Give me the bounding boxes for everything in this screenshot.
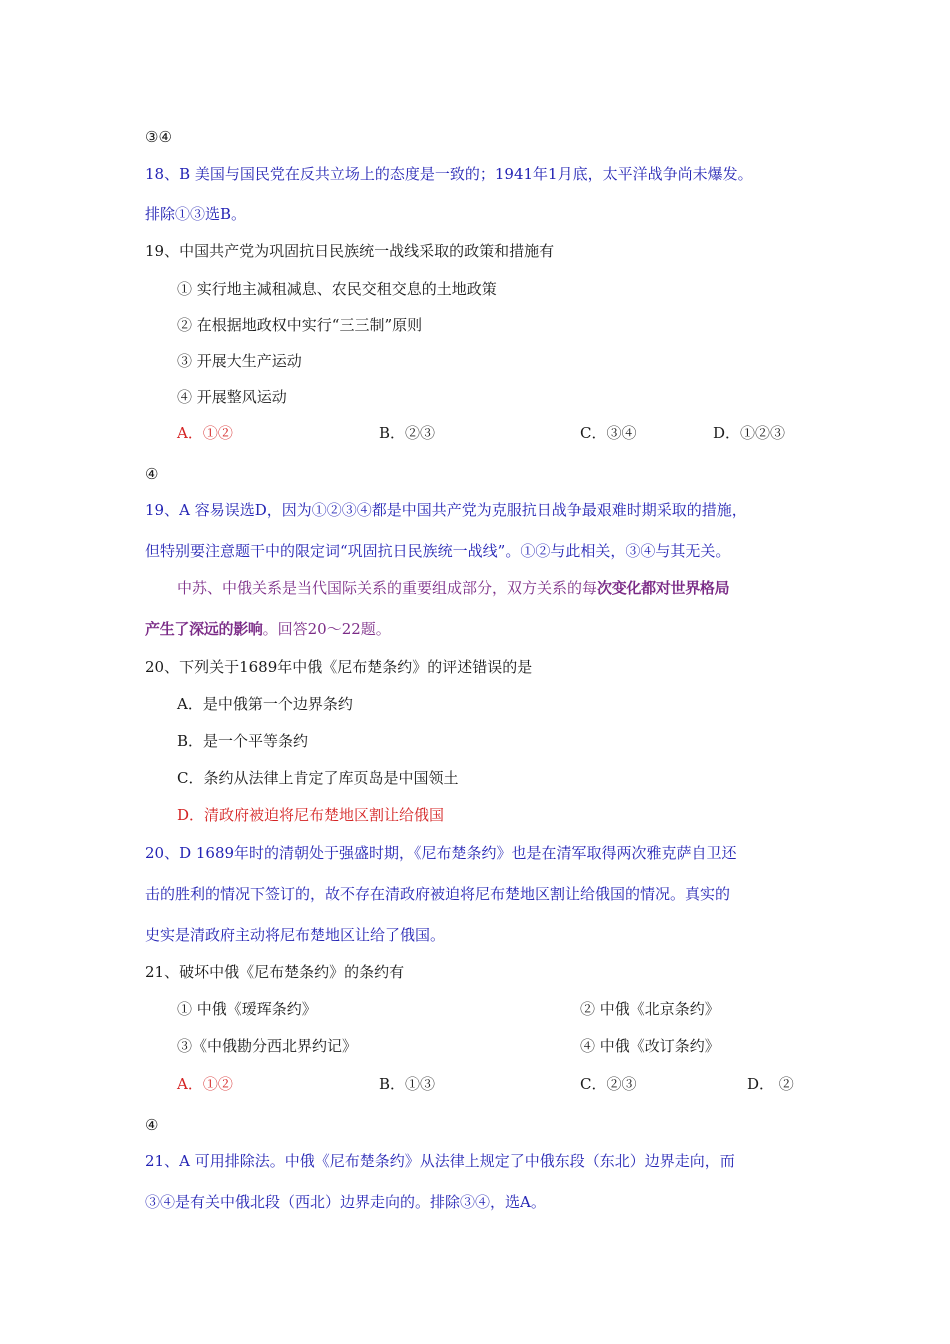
section-intro-line-1	[177, 578, 729, 598]
q19-option-c: C．③④	[580, 424, 637, 442]
q21-option-d: D． ②	[747, 1075, 794, 1093]
q19-option-a: A．①②	[177, 424, 233, 442]
answer-20-line-1: 20、D 1689年时的清朝处于强盛时期，《尼布楚条约》也是在清军取得两次雅克萨自卫还	[145, 844, 737, 862]
question-21-item-2: ② 中俄《北京条约》	[580, 1000, 720, 1018]
q21-option-d-wrap: ④	[145, 1116, 159, 1134]
q19-option-d: D．①②③	[713, 424, 786, 442]
intro-text-part-1: 中苏、中俄关系是当代国际关系的重要组成部分，双方关系的每	[177, 579, 598, 597]
question-20-stem: 20、下列关于1689年中俄《尼布楚条约》的评述错误的是	[145, 658, 533, 676]
answer-18-line-1: 18、B 美国与国民党在反共立场上的态度是一致的；1941年1月底，太平洋战争尚未爆发。	[145, 165, 753, 183]
answer-20-line-2: 击的胜利的情况下签订的，故不存在清政府被迫将尼布楚地区割让给俄国的情况。真实的	[145, 885, 731, 903]
question-21-item-3: ③《中俄勘分西北界约记》	[177, 1037, 358, 1055]
answer-19-line-1: 19、A 容易误选D，因为①②③④都是中国共产党为克服抗日战争最艰难时期采取的措施，	[145, 501, 747, 519]
question-19-item-3: ③ 开展大生产运动	[177, 352, 302, 370]
q19-option-d-wrap: ④	[145, 465, 159, 483]
answer-18-line-2: 排除①③选B。	[145, 205, 247, 223]
question-19-item-1: ① 实行地主减租减息、农民交租交息的土地政策	[177, 280, 497, 298]
answer-19-line-2: 但特别要注意题干中的限定词“巩固抗日民族统一战线”。①②与此相关，③④与其无关。	[145, 542, 731, 560]
q20-option-b: B．是一个平等条约	[177, 732, 309, 750]
question-19-stem: 19、中国共产党为巩固抗日民族统一战线采取的政策和措施有	[145, 242, 555, 260]
intro-text-part-4: 。回答20～22题。	[262, 620, 391, 638]
continued-options-line: ③④	[145, 128, 172, 146]
q21-option-c: C．②③	[580, 1075, 637, 1093]
question-19-item-4: ④ 开展整风运动	[177, 388, 287, 406]
q20-option-c: C．条约从法律上肯定了库页岛是中国领土	[177, 769, 459, 787]
q20-option-d: D．清政府被迫将尼布楚地区割让给俄国	[177, 806, 445, 824]
q20-option-a: A．是中俄第一个边界条约	[177, 695, 353, 713]
answer-20-line-3: 史实是清政府主动将尼布楚地区让给了俄国。	[145, 926, 446, 944]
question-21-stem: 21、破坏中俄《尼布楚条约》的条约有	[145, 963, 405, 981]
intro-text-part-2: 次变化都对世界格局	[597, 579, 730, 597]
question-19-item-2: ② 在根据地政权中实行“三三制”原则	[177, 316, 423, 334]
answer-21-line-2: ③④是有关中俄北段（西北）边界走向的。排除③④，选A。	[145, 1193, 546, 1211]
q19-option-b: B．②③	[379, 424, 436, 442]
question-21-item-1: ① 中俄《瑷珲条约》	[177, 1000, 317, 1018]
intro-text-part-3: 产生了深远的影响	[145, 620, 263, 638]
section-intro-line-2	[145, 619, 391, 639]
q21-option-b: B．①③	[379, 1075, 436, 1093]
answer-21-line-1: 21、A 可用排除法。中俄《尼布楚条约》从法律上规定了中俄东段（东北）边界走向，而	[145, 1152, 735, 1170]
question-21-item-4: ④ 中俄《改订条约》	[580, 1037, 720, 1055]
q21-option-a: A．①②	[177, 1075, 233, 1093]
